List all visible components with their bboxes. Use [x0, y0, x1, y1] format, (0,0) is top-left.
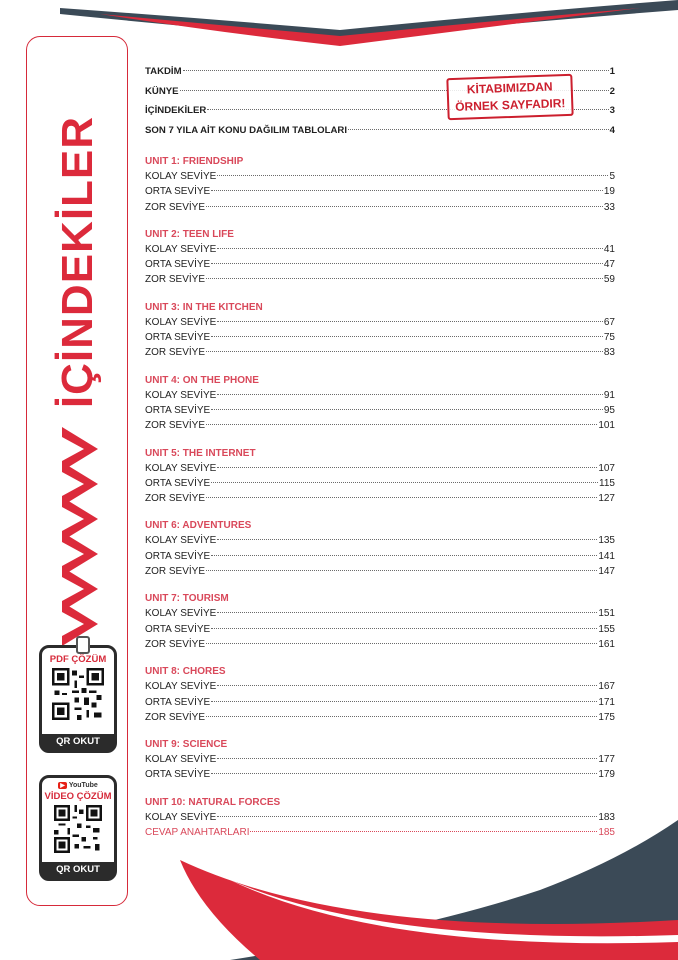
toc-entry-label: ZOR SEVİYE: [145, 566, 206, 578]
qr-video-footer: QR OKUT: [42, 862, 114, 878]
unit-section: [145, 372, 615, 436]
toc-entry-label: ZOR SEVİYE: [145, 420, 206, 432]
toc-entry[interactable]: [145, 812, 615, 827]
toc-entry[interactable]: [145, 274, 615, 289]
toc-entry-label: ORTA SEVİYE: [145, 623, 211, 635]
toc-entry-page: 135: [598, 535, 615, 547]
toc-entry[interactable]: [145, 202, 615, 217]
unit-section: [145, 794, 615, 827]
unit-title: UNIT 3: IN THE KITCHEN: [145, 301, 263, 313]
toc-entry[interactable]: [145, 754, 615, 769]
toc-entry-label: SON 7 YILA AİT KONU DAĞILIM TABLOLARI: [145, 124, 347, 136]
sample-page-stamp: [446, 74, 573, 120]
unit-title: UNIT 8: CHORES: [145, 666, 226, 678]
vertical-title: [54, 117, 102, 407]
dot-leader: [250, 831, 597, 832]
dot-leader: [211, 773, 597, 774]
toc-entry-page: 75: [603, 332, 615, 344]
vertical-title-text: İÇİNDEKİLER: [53, 115, 102, 409]
toc-entry-page: 83: [603, 347, 615, 359]
unit-list: [145, 153, 615, 827]
toc-entry-label: ORTA SEVİYE: [145, 769, 211, 781]
unit-title: UNIT 4: ON THE PHONE: [145, 374, 259, 386]
toc-entry-page: 175: [598, 711, 615, 723]
chevron-right-icon: [58, 427, 98, 647]
dot-leader: [206, 643, 597, 644]
toc-entry-page: 167: [598, 681, 615, 693]
toc-entry-label: ZOR SEVİYE: [145, 201, 206, 213]
youtube-play-icon: ▶: [60, 783, 65, 789]
unit-title: UNIT 10: NATURAL FORCES: [145, 796, 281, 808]
youtube-brand: YouTube: [68, 782, 98, 789]
toc-entry-label: ZOR SEVİYE: [145, 638, 206, 650]
toc-entry-label: KOLAY SEVİYE: [145, 389, 217, 401]
youtube-label: [42, 782, 114, 789]
toc-entry-label: ZOR SEVİYE: [145, 274, 206, 286]
dot-leader: [217, 685, 597, 686]
toc-entry-label: ZOR SEVİYE: [145, 347, 206, 359]
toc-entry-page: 161: [598, 638, 615, 650]
toc-entry[interactable]: [145, 608, 615, 623]
dot-leader: [217, 758, 597, 759]
unit-title: UNIT 6: ADVENTURES: [145, 520, 252, 532]
toc-entry-label: ORTA SEVİYE: [145, 696, 211, 708]
toc-entry-page: 1: [609, 66, 615, 77]
paperclip-icon: [76, 636, 90, 654]
toc-entry-label: CEVAP ANAHTARLARI: [145, 827, 250, 839]
toc-entry-page: 115: [599, 477, 615, 489]
toc-entry[interactable]: [145, 332, 615, 347]
toc-entry[interactable]: [145, 493, 615, 508]
toc-entry[interactable]: [145, 317, 615, 332]
unit-section: [145, 299, 615, 363]
toc-entry[interactable]: [145, 712, 615, 727]
toc-entry-page: 47: [603, 259, 615, 271]
toc-entry-label: ORTA SEVİYE: [145, 332, 211, 344]
dot-leader: [211, 482, 598, 483]
toc-entry-label: KOLAY SEVİYE: [145, 316, 217, 328]
unit-section: [145, 226, 615, 290]
toc-entry-label: İÇİNDEKİLER: [145, 105, 207, 116]
toc-entry-label: ORTA SEVİYE: [145, 550, 211, 562]
toc-entry[interactable]: [145, 244, 615, 259]
toc-entry-label: ORTA SEVİYE: [145, 404, 211, 416]
toc-entry-page: 151: [598, 608, 615, 620]
dot-leader: [217, 816, 597, 817]
toc-entry-page: 107: [598, 462, 615, 474]
toc-entry-label: ZOR SEVİYE: [145, 493, 206, 505]
unit-title: UNIT 2: TEEN LIFE: [145, 228, 234, 240]
toc-entry-page: 59: [603, 274, 615, 286]
toc-entry-page: 179: [598, 769, 615, 781]
toc-entry[interactable]: [145, 347, 615, 362]
toc-entry[interactable]: [145, 551, 615, 566]
dot-leader: [217, 539, 597, 540]
unit-section: [145, 663, 615, 727]
toc-entry-label: KÜNYE: [145, 85, 179, 97]
toc-entry-page: 155: [598, 623, 615, 635]
toc-entry-page: 3: [609, 105, 615, 116]
sidebar-panel: [26, 36, 128, 906]
toc-entry[interactable]: [145, 478, 615, 493]
toc-entry[interactable]: [145, 463, 615, 478]
toc-entry-label: ORTA SEVİYE: [145, 259, 211, 271]
table-of-contents: [145, 66, 615, 842]
toc-entry-label: KOLAY SEVİYE: [145, 608, 217, 620]
toc-entry[interactable]: [145, 405, 615, 420]
dot-leader: [206, 351, 603, 352]
unit-title: UNIT 1: FRIENDSHIP: [145, 156, 244, 167]
stamp-line-2: ÖRNEK SAYFADIR!: [454, 96, 566, 114]
answers-section: [145, 827, 615, 842]
toc-entry-page: 67: [603, 316, 615, 328]
toc-entry-label: KOLAY SEVİYE: [145, 243, 217, 255]
dot-leader: [211, 263, 603, 264]
toc-entry[interactable]: [145, 420, 615, 435]
dot-leader: [217, 175, 608, 176]
toc-entry[interactable]: [145, 566, 615, 581]
unit-section: [145, 445, 615, 509]
dot-leader: [211, 190, 603, 191]
unit-section: [145, 736, 615, 785]
toc-entry-page: 5: [609, 171, 615, 182]
toc-entry[interactable]: [145, 681, 615, 696]
toc-entry-label: KOLAY SEVİYE: [145, 462, 217, 474]
toc-entry-page: 101: [598, 420, 615, 432]
toc-entry-page: 91: [603, 389, 615, 401]
toc-entry-label: KOLAY SEVİYE: [145, 535, 217, 547]
qr-video-heading: VİDEO ÇÖZÜM: [44, 791, 112, 802]
toc-entry[interactable]: [145, 125, 615, 145]
toc-entry-label: KOLAY SEVİYE: [145, 171, 217, 182]
dot-leader: [217, 612, 597, 613]
dot-leader: [217, 467, 597, 468]
toc-entry[interactable]: [145, 186, 615, 201]
toc-entry[interactable]: [145, 769, 615, 784]
unit-section: [145, 153, 615, 217]
dot-leader: [206, 716, 597, 717]
toc-entry-label: KOLAY SEVİYE: [145, 681, 217, 693]
dot-leader: [211, 409, 603, 410]
toc-entry[interactable]: [145, 259, 615, 274]
toc-entry-page: 147: [598, 566, 615, 578]
toc-entry[interactable]: [145, 639, 615, 654]
toc-entry-page: 183: [598, 811, 615, 823]
toc-entry-label: TAKDİM: [145, 66, 182, 77]
toc-entry-label: KOLAY SEVİYE: [145, 811, 217, 823]
video-solution-qr-card[interactable]: [39, 775, 117, 881]
stamp-line-1: KİTABIMIZDAN: [466, 79, 553, 97]
toc-entry-page: 2: [609, 85, 615, 97]
toc-entry-answers[interactable]: [145, 827, 615, 842]
dot-leader: [206, 497, 597, 498]
toc-entry-page: 177: [598, 754, 615, 766]
toc-entry-page: 127: [598, 493, 615, 505]
dot-leader: [206, 206, 603, 207]
pdf-solution-qr-card[interactable]: [39, 645, 117, 753]
toc-entry-page: 185: [598, 827, 615, 839]
toc-entry-page: 141: [598, 550, 615, 562]
dot-leader: [217, 394, 603, 395]
dot-leader: [217, 321, 603, 322]
toc-entry-label: KOLAY SEVİYE: [145, 754, 217, 766]
qr-pdf-footer: QR OKUT: [42, 734, 114, 750]
toc-entry-page: 4: [609, 124, 615, 136]
toc-entry-page: 41: [603, 243, 615, 255]
qr-code-icon: [52, 668, 104, 720]
toc-entry-page: 95: [603, 404, 615, 416]
toc-entry[interactable]: [145, 697, 615, 712]
dot-leader: [206, 278, 603, 279]
unit-section: [145, 590, 615, 654]
toc-entry-page: 171: [598, 696, 615, 708]
toc-entry[interactable]: [145, 624, 615, 639]
dot-leader: [217, 248, 603, 249]
dot-leader: [206, 570, 597, 571]
toc-entry[interactable]: [145, 171, 615, 186]
toc-entry-label: ZOR SEVİYE: [145, 711, 206, 723]
dot-leader: [183, 70, 609, 71]
dot-leader: [206, 424, 597, 425]
dot-leader: [211, 628, 597, 629]
dot-leader: [211, 701, 597, 702]
dot-leader: [211, 336, 603, 337]
qr-pdf-heading: PDF ÇÖZÜM: [49, 654, 107, 665]
toc-entry[interactable]: [145, 390, 615, 405]
unit-section: [145, 517, 615, 581]
toc-entry-label: ORTA SEVİYE: [145, 477, 211, 489]
unit-title: UNIT 5: THE INTERNET: [145, 447, 256, 459]
unit-title: UNIT 9: SCIENCE: [145, 739, 228, 751]
toc-entry[interactable]: [145, 535, 615, 550]
dot-leader: [211, 555, 597, 556]
qr-code-icon: [54, 805, 102, 853]
toc-entry-label: ORTA SEVİYE: [145, 186, 211, 198]
toc-entry-page: 19: [603, 186, 615, 198]
toc-entry-page: 33: [603, 201, 615, 213]
unit-title: UNIT 7: TOURISM: [145, 593, 229, 605]
dot-leader: [348, 129, 609, 130]
